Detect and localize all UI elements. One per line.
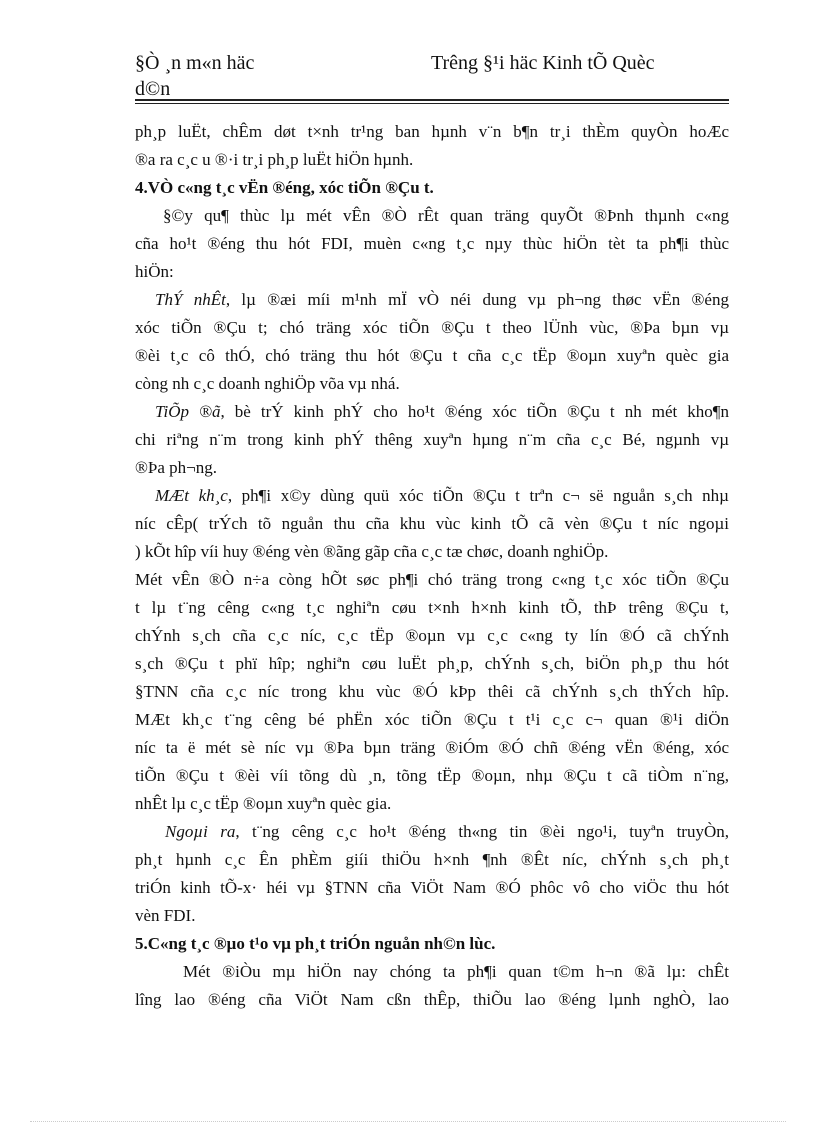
body-line: §TNN cña c¸c níc trong khu vùc ®Ó kÞp thêi cã chÝnh s¸ch thÝch hîp. — [135, 682, 729, 701]
document-body — [135, 118, 729, 1014]
body-line-rest: , bè trÝ kinh phÝ cho ho¹t ®éng xóc tiÕn ®Çu t nh mét kho¶n — [220, 402, 729, 421]
section-heading: 5.C«ng t¸c ®µo t¹o vµ ph¸t triÓn nguån nh©n lùc. — [135, 934, 496, 953]
body-line: ®Þa ph¬ng. — [135, 458, 218, 477]
body-line: ) kÕt hîp víi huy ®éng vèn ®ãng gãp cña c¸c tæ chøc, doanh nghiÖp. — [135, 542, 609, 561]
body-line — [135, 818, 729, 846]
body-line: cña ho¹t ®éng thu hót FDI, muèn c«ng t¸c nµy thùc hiÖn tèt ta ph¶i thùc — [135, 234, 729, 253]
header-rule-thin — [135, 103, 729, 104]
body-line: §©y qu¶ thùc lµ mét vÊn ®Ò rÊt quan träng quyÕt ®Þnh thµnh c«ng — [163, 206, 729, 225]
body-line: ®èi t¸c cô thÓ, chó träng thu hót ®Çu t cña c¸c tËp ®oµn xuyªn quèc gia — [135, 346, 729, 365]
body-line: nhÊt lµ c¸c tËp ®oµn xuyªn quèc gia. — [135, 794, 392, 813]
body-line: chi riªng n¨m trong kinh phÝ thêng xuyªn hµng n¨m cña c¸c Bé, ngµnh vµ — [135, 430, 729, 449]
section-heading: 4.VÒ c«ng t¸c vËn ®éng, xóc tiÕn ®Çu t. — [135, 178, 434, 197]
body-line: xóc tiÕn ®Çu t; chó träng xóc tiÕn ®Çu t theo lÜnh vùc, ®Þa bµn vµ — [135, 318, 729, 337]
header-right: Trêng §¹i häc Kinh tÕ Quèc — [431, 52, 655, 74]
body-line: MÆt kh¸c t¨ng cêng bé phËn xóc tiÕn ®Çu t t¹i c¸c c¬ quan ®¹i diÖn — [135, 710, 729, 729]
body-line-rest: , t¨ng cêng c¸c ho¹t ®éng th«ng tin ®èi ngo¹i, tuyªn truyÒn, — [235, 822, 729, 841]
header-left-line1: §Ò ¸n m«n häc — [135, 52, 255, 74]
body-line: ®a ra c¸c u ®·i tr¸i ph¸p luËt hiÖn hµnh. — [135, 150, 414, 169]
italic-lead: MÆt kh¸c — [155, 486, 228, 505]
body-line: s¸ch ®Çu t phï hîp; nghiªn cøu luËt ph¸p, chÝnh s¸ch, biÖn ph¸p thu hót — [135, 654, 729, 673]
body-line: ph¸p luËt, chÊm døt t×nh tr¹ng ban hµnh v¨n b¶n tr¸i thÈm quyÒn hoÆc — [135, 122, 729, 141]
body-line-rest: , lµ ®æi míi m¹nh mÏ vÒ néi dung vµ ph¬ng thøc vËn ®éng — [225, 290, 729, 309]
italic-lead: ThÝ nhÊt — [155, 290, 226, 309]
italic-lead: TiÕp ®ã — [155, 402, 221, 421]
body-line: hiÖn: — [135, 262, 174, 281]
header-left-line2: d©n — [135, 78, 171, 100]
body-line: Mét ®iÒu mµ hiÖn nay chóng ta ph¶i quan t©m h¬n ®ã lµ: chÊt — [183, 962, 729, 981]
body-line: Mét vÊn ®Ò n÷a còng hÕt søc ph¶i chó träng trong c«ng t¸c xóc tiÕn ®Çu — [135, 570, 729, 589]
italic-lead: Ngoµi ra — [165, 822, 236, 841]
body-line — [135, 286, 729, 314]
body-line: níc cÊp( trÝch tõ nguån thu cña khu vùc kinh tÕ cã vèn ®Çu t níc ngoµi — [135, 514, 729, 533]
body-line: t lµ t¨ng cêng c«ng t¸c nghiªn cøu t×nh h×nh kinh tÕ, thÞ trêng ®Çu t, — [135, 598, 729, 617]
body-line: lîng lao ®éng cña ViÖt Nam cßn thÊp, thiÕu lao ®éng lµnh nghÒ, lao — [135, 990, 729, 1009]
body-line: tiÕn ®Çu t ®èi víi tõng dù ¸n, tõng tËp ®oµn, nhµ ®Çu t cã tiÒm n¨ng, — [135, 766, 729, 785]
body-line: còng nh c¸c doanh nghiÖp võa vµ nhá. — [135, 374, 400, 393]
header-left — [135, 50, 254, 102]
body-line: vèn FDI. — [135, 906, 196, 925]
body-line — [135, 482, 729, 510]
body-line-rest: , ph¶i x©y dùng quü xóc tiÕn ®Çu t trªn c¬ së nguån s¸ch nhµ — [227, 486, 729, 505]
body-line: ph¸t hµnh c¸c Ên phÈm giíi thiÖu h×nh ¶nh ®Êt níc, chÝnh s¸ch ph¸t — [135, 850, 729, 869]
body-line: níc ta ë mét sè níc vµ ®Þa bµn träng ®iÓm ®Ó chñ ®éng vËn ®éng, xóc — [135, 738, 729, 757]
header-rule-thick — [135, 99, 729, 101]
body-line: triÓn kinh tÕ-x· héi vµ §TNN cña ViÖt Nam ®Ó phôc vô cho viÖc thu hót — [135, 878, 729, 897]
footer-divider — [30, 1121, 786, 1122]
body-line: chÝnh s¸ch cña c¸c níc, c¸c tËp ®oµn vµ c¸c c«ng ty lín ®Ó cã chÝnh — [135, 626, 729, 645]
body-line — [135, 398, 729, 426]
